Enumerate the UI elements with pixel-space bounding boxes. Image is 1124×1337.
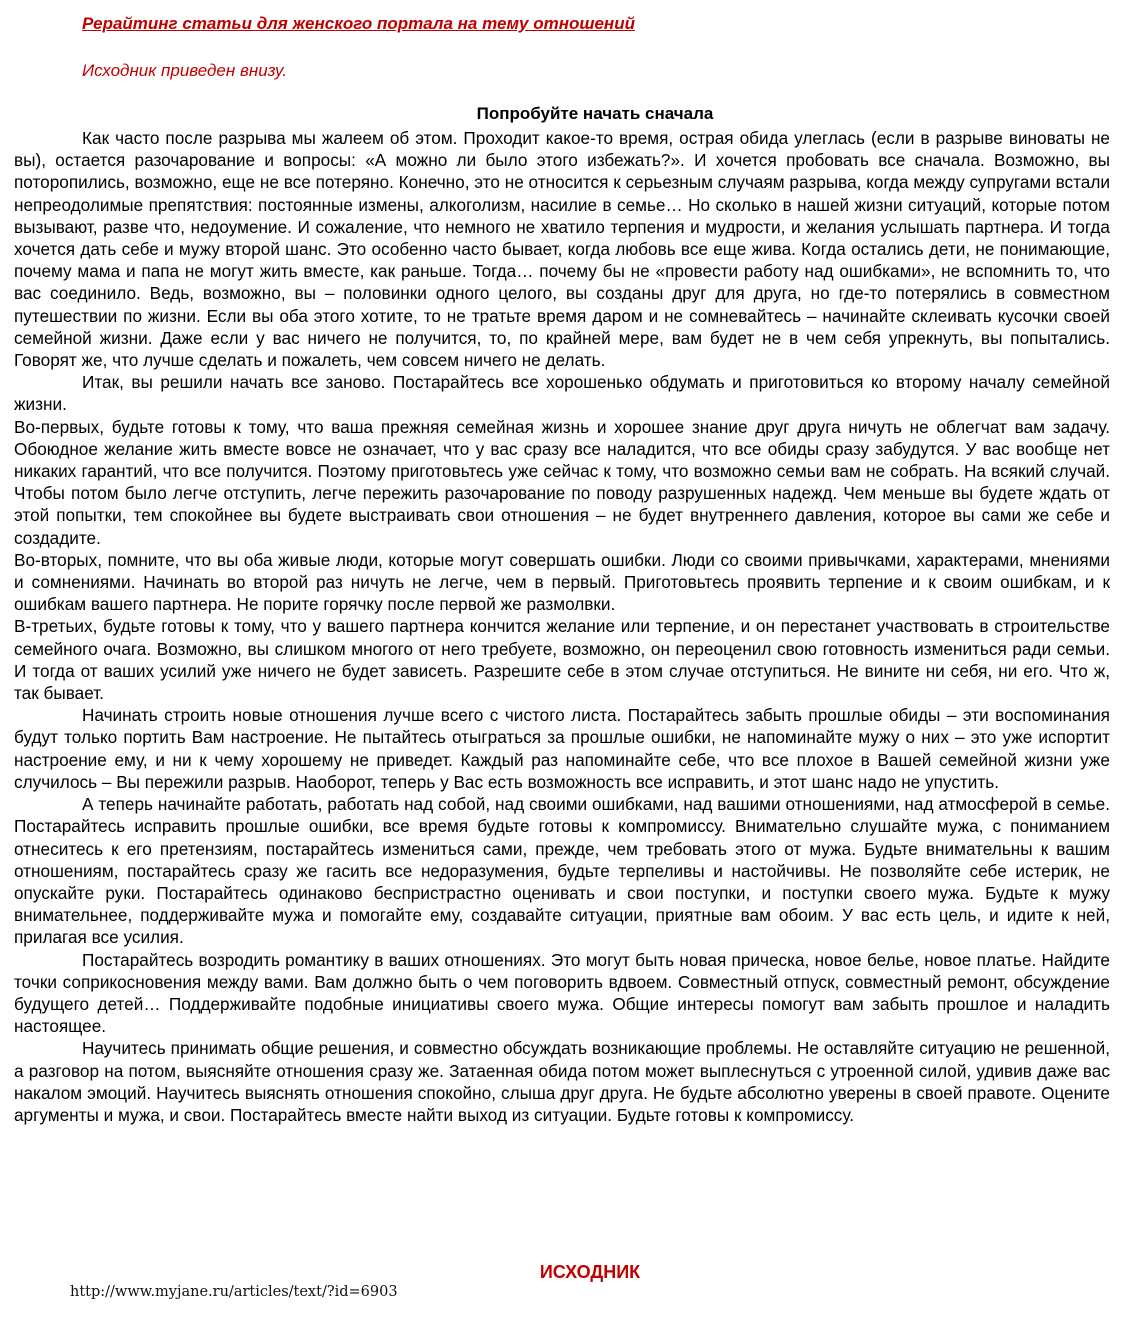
article-title: Попробуйте начать сначала (476, 104, 714, 123)
paragraph-second-point: Во-вторых, помните, что вы оба живые люди, которые могут совершать ошибки. Люди со своими привычками, характерами, мнениями и сомнениями. Начинать во второй раз ничуть не легче, чем в первый. Приготовьтесь проявить терпение и к своим ошибкам, и к ошибкам вашего партнера. Не порите горячку после первой же размолвки. (14, 549, 1110, 615)
article-body (14, 127, 1110, 1126)
paragraph-decisions: Научитесь принимать общие решения, и совместно обсуждать возникающие проблемы. Не оставляйте ситуацию не решенной, а разговор на потом, выясняйте отношения сразу же. Затаенная обида потом может выплеснуться с утроенной силой, удивив даже вас накалом эмоций. Научитесь выяснять отношения спокойно, слыша друг друга. Не будьте абсолютно уверены в своей правоте. Оцените аргументы и мужа, и свои. Постарайтесь вместе найти выход из ситуации. Будьте готовы к компромиссу. (14, 1038, 1110, 1125)
paragraph-work: А теперь начинайте работать, работать над собой, над своими ошибками, над вашими отношениями, над атмосферой в семье. Постарайтесь исправить прошлые ошибки, все время будьте готовы к компромиссу. Внимательно слушайте мужа, с пониманием отнеситесь к его претензиям, постарайтесь измениться сами, прежде, чем требовать этого от мужа. Будьте внимательны к вашим отношениям, постарайтесь сразу же гасить все недоразумения, будьте терпеливы и настойчивы. Не позволяйте себе истерик, не опускайте руки. Постарайтесь одинаково беспристрастно оценивать и свои поступки, и поступки своего мужа. Будьте к мужу внимательнее, поддерживайте мужа и помогайте ему, создавайте ситуации, приятные вам обоим. У вас есть цель, и идите к ней, прилагая все усилия. (14, 794, 1110, 948)
paragraph-first-point: Во-первых, будьте готовы к тому, что ваша прежняя семейная жизнь и хорошее знание друг друга ничуть не облегчат вам задачу. Обоюдное желание жить вместе вовсе не означает, что у вас сразу все наладится, что все обиды сразу забудутся. У вас вообще нет никаких гарантий, что все получится. Поэтому приготовьтесь уже сейчас к тому, что возможно семьи вам не собрать. На всякий случай. Чтобы потом было легче отступить, легче пережить разочарование по поводу разрушенных надежд. Чем меньше вы будете ждать от этой попытки, тем спокойнее вы будете выстраивать свои отношения – не будет внутреннего давления, которое вы сами же себе и создадите. (14, 416, 1110, 548)
paragraph-intro: Как часто после разрыва мы жалеем об этом. Проходит какое-то время, острая обида улеглась (если в разрыве виноваты не вы), остается разочарование и вопросы: «А можно ли было этого избежать?». И хочется пробовать все сначала. Возможно, вы поторопились, возможно, еще не все потеряно. Конечно, это не относится к серьезным случаям разрыва, когда между супругами встали непреодолимые препятствия: постоянные измены, алкоголизм, насилие в семье… Но сколько в нашей жизни ситуаций, которые потом вызывают, разве что, недоумение. И сожаление, что немного не хватило терпения и мудрости, и желания услышать партнера. И тогда хочется дать себе и мужу второй шанс. Это особенно часто бывает, когда любовь все еще жива. Когда остались дети, не понимающие, почему мама и папа не могут жить вместе, как раньше. Тогда… почему бы не «провести работу над ошибками», не вспомнить то, что вас соединило. Ведь, возможно, вы – половинки одного целого, вы созданы друг для друга, но где-то потерялись в совместном путешествии по жизни. Если вы оба этого хотите, то не тратьте время даром и не сомневайтесь – начинайте склеивать кусочки своей семейной жизни. Даже если у вас ничего не получится, то, по крайней мере, вам будет не в чем себя упрекнуть, вы попытались. Говорят же, что лучше сделать и пожалеть, чем совсем ничего не делать. (14, 128, 1110, 371)
source-label: ИСХОДНИК (539, 1262, 641, 1282)
paragraph-decision: Итак, вы решили начать все заново. Постарайтесь все хорошенько обдумать и приготовиться ко второму началу семейной жизни. (14, 372, 1110, 415)
paragraph-third-point: В-третьих, будьте готовы к тому, что у вашего партнера кончится желание или терпение, и он перестанет участвовать в строительстве семейного очага. Возможно, вы слишком многого от него требуете, возможно, он переоценил свою готовность измениться ради семьи. И тогда от ваших усилий уже ничего не будет зависеть. Разрешите себе в этом случае отступиться. Не вините ни себя, ни его. Что ж, так бывает. (14, 616, 1110, 704)
paragraph-clean-slate: Начинать строить новые отношения лучше всего с чистого листа. Постарайтесь забыть прошлые обиды – эти воспоминания будут только портить Вам настроение. Не пытайтесь отыграться за прошлые ошибки, не напоминайте мужу о них – это уже испортит настроение ему, и ни к чему хорошему не приведет. Каждый раз напоминайте себе, что все плохое в Вашей семейной жизни уже случилось – Вы пережили разрыв. Наоборот, теперь у Вас есть возможность все исправить, и этот шанс надо не упустить. (14, 705, 1110, 792)
paragraph-romance: Постарайтесь возродить романтику в ваших отношениях. Это могут быть новая прическа, новое белье, новое платье. Найдите точки соприкосновения между вами. Вам должно быть о чем поговорить вдвоем. Совместный отпуск, совместный ремонт, обсуждение будущего детей… Поддерживайте подобные инициативы своего мужа. Общие интересы помогут вам забыть прошлое и наладить настоящее. (14, 949, 1110, 1037)
rewrite-task-title: Рерайтинг статьи для женского портала на тему отношений (82, 14, 635, 33)
source-url-link[interactable]: http://www.myjane.ru/articles/text/?id=6903 (70, 1284, 398, 1300)
source-note: Исходник приведен внизу. (82, 61, 288, 80)
